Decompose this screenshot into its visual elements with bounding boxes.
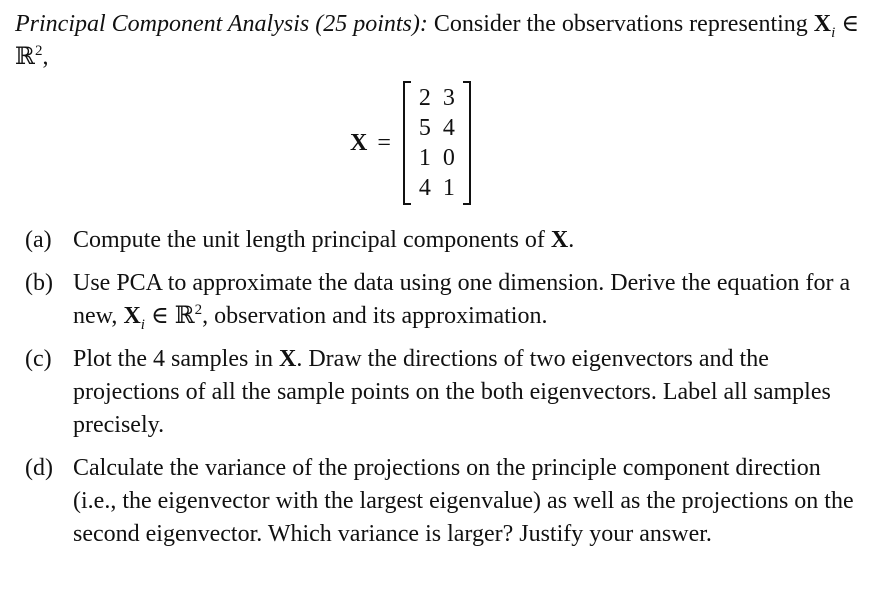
question-part: [25, 267, 855, 333]
part-text: [73, 343, 855, 442]
part-text-segment: Plot the 4 samples in: [73, 346, 279, 372]
intro-in-symbol: ∈: [841, 11, 860, 37]
question-parts: [25, 224, 855, 561]
intro-text: Consider the observations representing: [433, 11, 808, 37]
part-text-segment: Use PCA to approximate the data using one dimension. Derive the equation for a new,: [73, 270, 851, 329]
intro-var: X: [813, 11, 832, 37]
matrix-cell: 1: [418, 144, 431, 171]
matrix-row: [413, 113, 461, 143]
question-part: [25, 343, 855, 442]
problem-title: Principal Component Analysis (25 points):: [15, 11, 428, 37]
matrix-row: [413, 83, 461, 113]
matrix-row: [413, 173, 461, 203]
part-label: (a): [25, 227, 52, 253]
matrix-cell: 3: [442, 84, 455, 111]
equation-sign: =: [377, 129, 391, 156]
question-part: [25, 452, 855, 551]
matrix-cell: 2: [418, 84, 431, 111]
part-text-segment: ∈ ℝ: [144, 303, 195, 329]
part-label: (c): [25, 346, 52, 372]
matrix-cell: 0: [442, 144, 455, 171]
part-text-segment: .: [568, 227, 575, 253]
problem-intro: [15, 8, 865, 74]
matrix-table: [413, 83, 461, 203]
part-text-segment: , observation and its approximation.: [202, 303, 548, 329]
part-text-segment: X: [550, 227, 569, 253]
question-part: [25, 224, 855, 257]
part-text-segment: Calculate the variance of the projections on the principle component direction (i.e., the eigenvector with the largest eigenvalue) as well as the projections on the second eigenvector. Which variance is larger? Justify your answer.: [73, 455, 854, 547]
matrix-cell: 1: [442, 174, 455, 201]
part-label: (b): [25, 270, 53, 296]
matrix-cell: 4: [442, 114, 455, 141]
part-text-segment: i: [140, 316, 145, 333]
equation-lhs: X: [350, 129, 368, 156]
part-text-segment: X: [279, 346, 297, 372]
matrix-equation: [350, 78, 471, 208]
intro-tail: ,: [42, 44, 49, 70]
data-matrix: [403, 81, 471, 205]
part-text: [73, 224, 855, 257]
intro-space: ℝ: [15, 44, 35, 70]
matrix-row: [413, 143, 461, 173]
part-text-segment: X: [123, 303, 141, 329]
part-text: [73, 452, 855, 551]
matrix-right-bracket: [463, 81, 471, 205]
intro-sub: i: [831, 24, 836, 41]
matrix-cell: 4: [418, 174, 431, 201]
part-text-segment: . Draw the directions of two eigenvectors and the projections of all the sample points on the both eigenvectors. Label all samples precisely.: [73, 346, 831, 438]
part-text-segment: Compute the unit length principal components of: [73, 227, 551, 253]
part-label: (d): [25, 455, 53, 481]
part-text-segment: 2: [194, 302, 203, 318]
part-text: [73, 267, 855, 333]
matrix-left-bracket: [403, 81, 411, 205]
intro-sup: 2: [34, 43, 43, 59]
matrix-cell: 5: [418, 114, 431, 141]
